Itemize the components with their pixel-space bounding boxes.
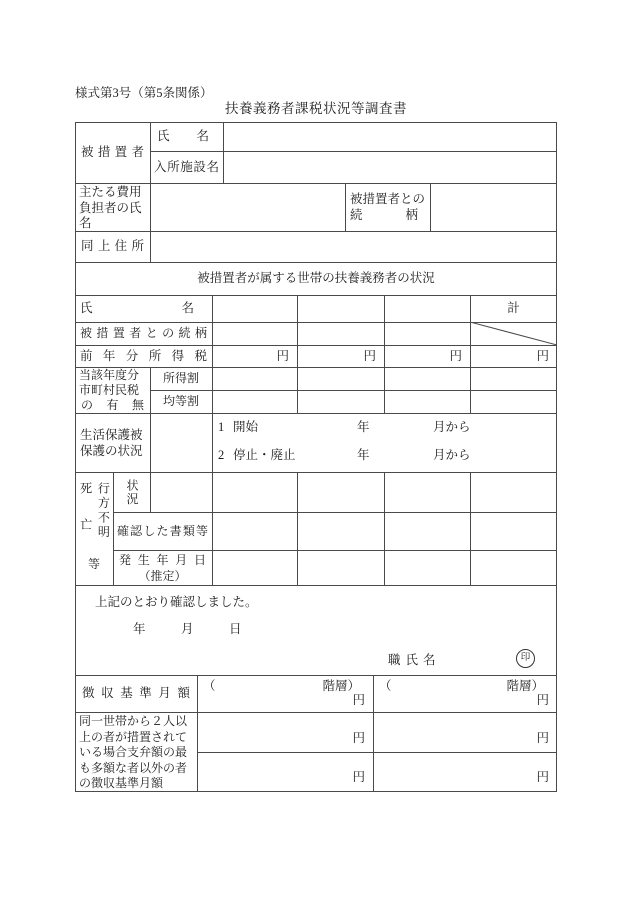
tier-cell (373, 675, 557, 712)
yen-unit: 円 (536, 731, 549, 746)
name-input-cell (223, 122, 556, 151)
tier-cell (197, 675, 373, 712)
date-line (133, 621, 313, 637)
diagonal-strike (470, 322, 557, 345)
per-capita-levy-label: 均等割 (162, 394, 199, 408)
amount-cell (373, 712, 557, 752)
tier-label: 階層） (506, 679, 544, 693)
missing-label-text: 行方不明 (96, 482, 111, 540)
name-label: 氏名 (157, 129, 209, 143)
tier-label: 階層） (322, 679, 360, 693)
member-relationship-label: 被措置者との続柄 (80, 326, 207, 340)
year-label: 年 (133, 622, 146, 636)
income-tax-label: 前年分所得税 (80, 349, 207, 363)
relationship-input-cell (430, 183, 556, 231)
payer-label: 主たる費用負担者の氏名 (79, 185, 142, 230)
recipient-label (75, 122, 150, 183)
municipal-tax-label (75, 367, 150, 413)
income-levy-label: 所得割 (162, 371, 199, 385)
seal-mark (516, 649, 535, 668)
relationship-label (345, 183, 430, 231)
relationship-label-line2: 続柄 (350, 208, 418, 222)
occurrence-date-label (113, 550, 212, 585)
municipal-tax-line3: の有無 (81, 398, 144, 412)
amount-cell (197, 752, 373, 791)
welfare-item-no: 1 (218, 420, 225, 434)
welfare-label-text: 生活保護被保護の状況 (80, 427, 143, 458)
yen-unit: 円 (276, 349, 289, 363)
form-number: 様式第3号（第5条関係） (75, 86, 213, 100)
household-section-header: 被措置者が属する世帯の扶養義務者の状況 (197, 271, 435, 285)
municipal-tax-line2: 市町村民税 (79, 383, 140, 397)
address-input-cell (150, 231, 556, 262)
year-unit: 年 (357, 448, 370, 462)
welfare-status-cell (212, 413, 557, 472)
yen-unit: 円 (363, 349, 376, 363)
multi-placement-label: 同一世帯から２人以上の者が措置されている場合支弁額の最も多額な者以外の者の徴収基準月額 (79, 714, 188, 790)
welfare-label (75, 413, 150, 472)
paren-open: （ (379, 679, 392, 693)
address-label: 同上住所 (81, 239, 144, 253)
death-missing-label (75, 472, 113, 585)
death-label-text: 死亡 (78, 482, 93, 554)
occurrence-date-line2: （推定） (138, 569, 187, 583)
amount-cell (373, 752, 557, 791)
seal-character: 印 (520, 652, 531, 663)
day-label: 日 (229, 622, 242, 636)
status-label (113, 472, 150, 512)
death-missing-columns (75, 472, 113, 557)
yen-unit: 円 (536, 770, 549, 785)
yen-unit: 円 (449, 349, 462, 363)
month-label: 月 (181, 622, 194, 636)
year-unit: 年 (357, 420, 370, 434)
paren-open: （ (203, 679, 216, 693)
member-name-label: 氏名 (80, 301, 194, 315)
yen-unit: 円 (352, 731, 365, 746)
collection-base-label (75, 675, 197, 712)
occurrence-date-line1: 発生年月日 (119, 553, 206, 567)
relationship-label-line1: 被措置者との (350, 191, 426, 206)
month-unit: 月から (433, 420, 471, 434)
welfare-item-label: 開始 (233, 420, 259, 434)
title-and-name-label: 職氏名 (388, 653, 441, 667)
yen-unit: 円 (536, 693, 549, 708)
grid-line-v (384, 472, 385, 585)
page-title: 扶養義務者課税状況等調査書 (225, 101, 407, 116)
recipient-label-text: 被措置者 (81, 144, 144, 159)
grid-line-h (75, 585, 557, 586)
municipal-tax-line1: 当該年度分 (79, 368, 140, 382)
facility-input-cell (223, 151, 556, 183)
welfare-item (218, 420, 471, 434)
documents-label: 確認した書類等 (117, 524, 208, 538)
facility-label: 入所施設名 (154, 160, 219, 174)
etc-label-text: 等 (87, 557, 100, 571)
yen-unit: 円 (352, 770, 365, 785)
welfare-item-label: 停止・廃止 (233, 448, 296, 462)
welfare-item-no: 2 (218, 448, 225, 462)
total-label: 計 (507, 301, 520, 315)
status-label-text: 状況 (125, 478, 139, 506)
confirmation-text: 上記のとおり確認しました。 (95, 595, 258, 609)
welfare-item (218, 448, 471, 462)
payer-input-cell (150, 183, 345, 231)
collection-base-label-text: 徴収基準月額 (82, 685, 190, 700)
yen-unit: 円 (536, 349, 549, 363)
yen-unit: 円 (352, 693, 365, 708)
month-unit: 月から (433, 448, 471, 462)
amount-cell (197, 712, 373, 752)
grid-line-v (470, 472, 471, 585)
grid-line-v (297, 472, 298, 585)
